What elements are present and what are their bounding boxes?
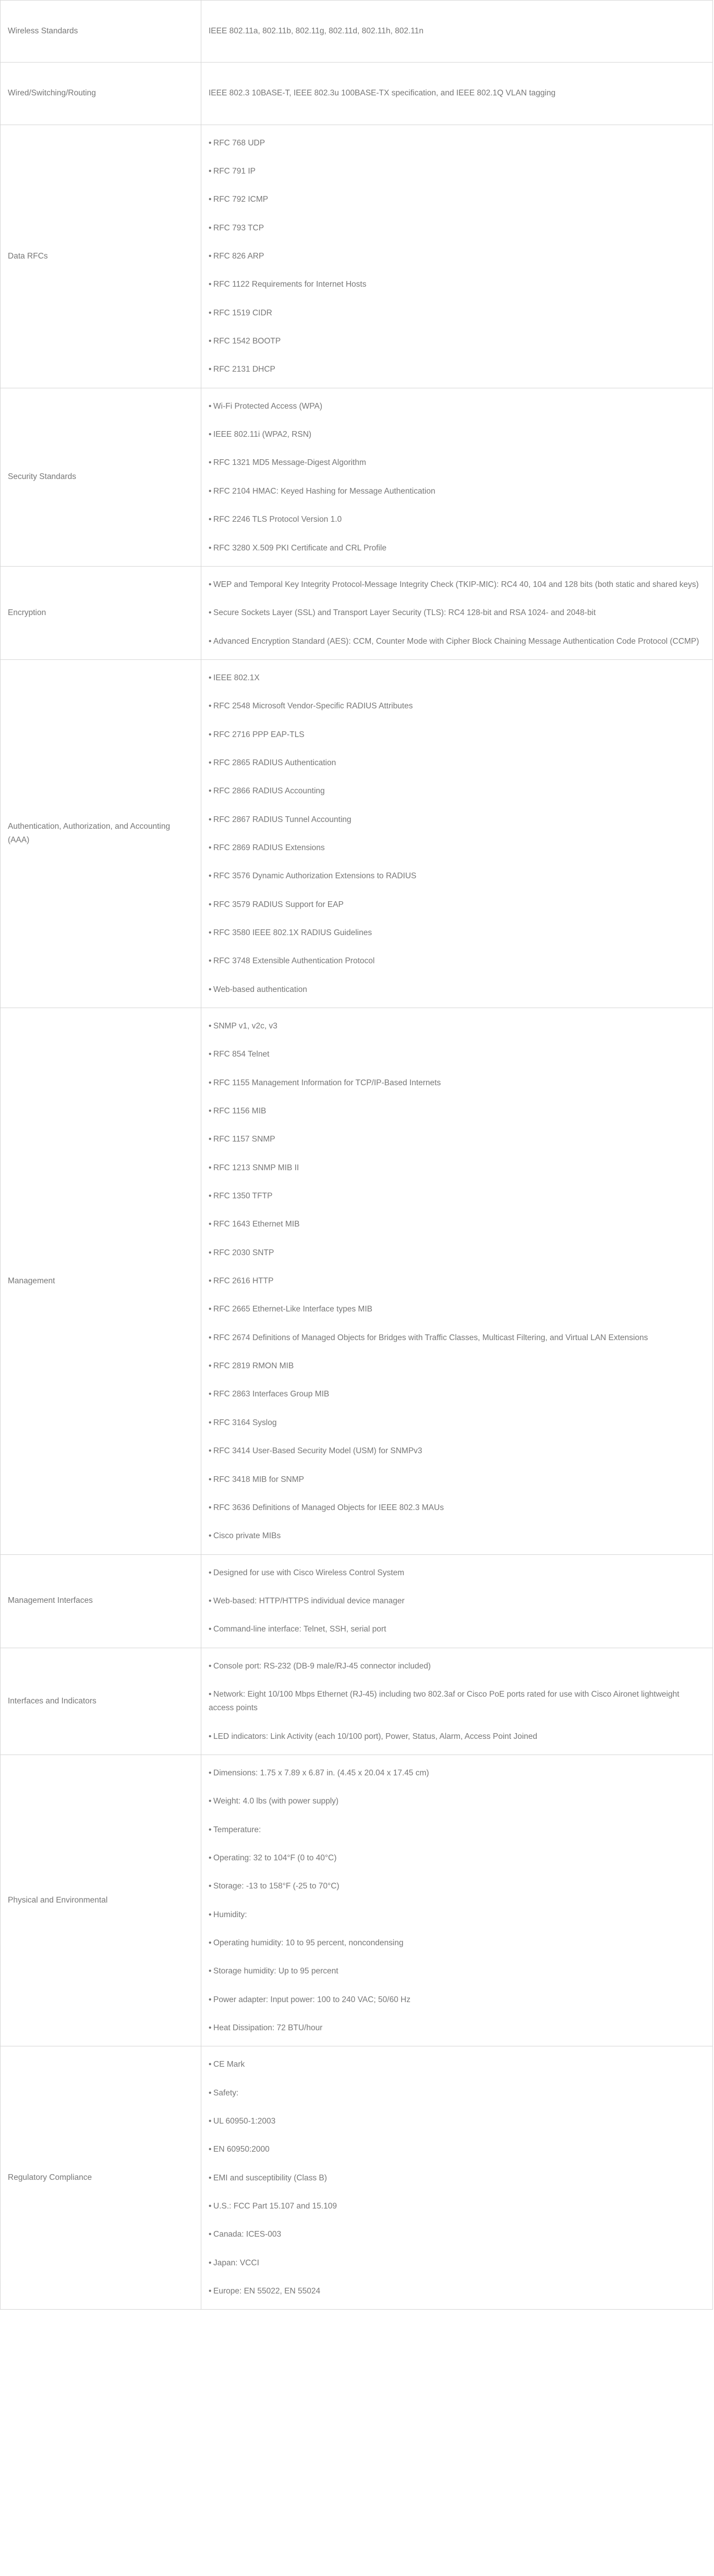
list-item-text: RFC 2665 Ethernet-Like Interface types MIB bbox=[213, 1305, 372, 1314]
list-item-text: Designed for use with Cisco Wireless Control System bbox=[213, 1568, 405, 1577]
list-item-text: Temperature: bbox=[213, 1825, 261, 1834]
list-item bbox=[209, 355, 705, 378]
list-item-text: RFC 3280 X.509 PKI Certificate and CRL Profile bbox=[213, 543, 386, 553]
spec-row-wireless-standards bbox=[1, 1, 713, 63]
list-item-text: RFC 1519 CIDR bbox=[213, 308, 272, 317]
bullet-icon: • bbox=[209, 365, 212, 374]
spec-row-wired-switching-routing bbox=[1, 63, 713, 125]
list-item bbox=[209, 2107, 705, 2136]
spec-row-regulatory-compliance bbox=[1, 2046, 713, 2310]
list-item-text: Web-based authentication bbox=[213, 985, 307, 994]
list-item-text: RFC 2869 RADIUS Extensions bbox=[213, 843, 325, 852]
bullet-icon: • bbox=[209, 1596, 212, 1605]
list-item-text: RFC 1321 MD5 Message-Digest Algorithm bbox=[213, 458, 366, 468]
bullet-icon: • bbox=[209, 1248, 212, 1257]
list-item bbox=[209, 398, 705, 421]
bullet-icon: • bbox=[209, 223, 212, 232]
list-item-text: SNMP v1, v2c, v3 bbox=[213, 1022, 277, 1031]
list-item bbox=[209, 449, 705, 477]
spec-row-physical-and-environmental bbox=[1, 1755, 713, 2046]
bullet-icon: • bbox=[209, 2117, 212, 2126]
bullet-icon: • bbox=[209, 337, 212, 346]
list-item-text: RFC 2716 PPP EAP-TLS bbox=[213, 730, 305, 739]
list-item bbox=[209, 1409, 705, 1437]
list-item-text: U.S.: FCC Part 15.107 and 15.109 bbox=[213, 2202, 337, 2211]
list-item bbox=[209, 242, 705, 271]
bullet-icon: • bbox=[209, 2060, 212, 2069]
list-item-text: RFC 3580 IEEE 802.1X RADIUS Guidelines bbox=[213, 928, 372, 937]
bullet-icon: • bbox=[209, 730, 212, 739]
list-item bbox=[209, 327, 705, 355]
bullet-icon: • bbox=[209, 2088, 212, 2097]
list-item bbox=[209, 534, 705, 557]
bullet-icon: • bbox=[209, 1475, 212, 1484]
bullet-icon: • bbox=[209, 702, 212, 711]
list-item bbox=[209, 1723, 705, 1746]
list-item-text: RFC 3748 Extensible Authentication Protocol bbox=[213, 956, 375, 966]
spec-label: Authentication, Authorization, and Accounting (AAA) bbox=[1, 659, 201, 1008]
list-item bbox=[209, 976, 705, 999]
list-item-text: RFC 2030 SNTP bbox=[213, 1248, 274, 1257]
spec-item-list bbox=[209, 1564, 705, 1639]
list-item-text: RFC 1155 Management Information for TCP/IP-Based Internets bbox=[213, 1078, 441, 1087]
list-item-text: Console port: RS-232 (DB-9 male/RJ-45 connector included) bbox=[213, 1661, 431, 1671]
bullet-icon: • bbox=[209, 1568, 212, 1577]
bullet-icon: • bbox=[209, 608, 212, 618]
list-item bbox=[209, 1787, 705, 1816]
list-item-text: RFC 1350 TFTP bbox=[213, 1192, 273, 1201]
bullet-icon: • bbox=[209, 636, 212, 646]
list-item-text: RFC 1542 BOOTP bbox=[213, 337, 281, 346]
list-item-text: Advanced Encryption Standard (AES): CCM, Counter Mode with Cipher Block Chaining Message Authentication Code Protocol (CCMP) bbox=[213, 636, 699, 646]
spec-label: Security Standards bbox=[1, 388, 201, 566]
list-item bbox=[209, 2249, 705, 2277]
list-item-text: RFC 826 ARP bbox=[213, 252, 264, 261]
list-item-text: WEP and Temporal Key Integrity Protocol-Message Integrity Check (TKIP-MIC): RC4 40, 104 and 128 bits (both static and shared keys) bbox=[213, 580, 699, 589]
spec-row-encryption bbox=[1, 566, 713, 659]
bullet-icon: • bbox=[209, 1050, 212, 1059]
list-item bbox=[209, 1986, 705, 2014]
bullet-icon: • bbox=[209, 1689, 212, 1699]
bullet-icon: • bbox=[209, 1305, 212, 1314]
bullet-icon: • bbox=[209, 843, 212, 852]
list-item bbox=[209, 777, 705, 805]
list-item-text: RFC 3418 MIB for SNMP bbox=[213, 1475, 304, 1484]
list-item bbox=[209, 1957, 705, 1985]
spec-item-list bbox=[209, 2056, 705, 2300]
list-item bbox=[209, 1352, 705, 1380]
bullet-icon: • bbox=[209, 1135, 212, 1144]
list-item bbox=[209, 1872, 705, 1900]
list-item bbox=[209, 2164, 705, 2192]
spec-row-management bbox=[1, 1008, 713, 1555]
list-item-text: RFC 1156 MIB bbox=[213, 1107, 267, 1116]
bullet-icon: • bbox=[209, 928, 212, 937]
list-item-text: Japan: VCCI bbox=[213, 2258, 259, 2267]
list-item bbox=[209, 1522, 705, 1545]
spec-table-body bbox=[1, 1, 713, 2310]
list-item-text: RFC 854 Telnet bbox=[213, 1050, 270, 1059]
list-item-text: RFC 3164 Syslog bbox=[213, 1418, 277, 1427]
list-item-text: Storage: -13 to 158°F (-25 to 70°C) bbox=[213, 1882, 340, 1891]
bullet-icon: • bbox=[209, 2145, 212, 2154]
spec-label: Physical and Environmental bbox=[1, 1755, 201, 2046]
spec-item-list bbox=[209, 1017, 705, 1545]
bullet-icon: • bbox=[209, 2287, 212, 2296]
list-item-text: RFC 1213 SNMP MIB II bbox=[213, 1163, 299, 1172]
list-item-text: Operating: 32 to 104°F (0 to 40°C) bbox=[213, 1853, 337, 1862]
spec-row-security-standards bbox=[1, 388, 713, 566]
bullet-icon: • bbox=[209, 956, 212, 966]
list-item bbox=[209, 477, 705, 506]
bullet-icon: • bbox=[209, 1825, 212, 1834]
bullet-icon: • bbox=[209, 1163, 212, 1172]
spec-value bbox=[201, 1554, 713, 1648]
list-item-text: RFC 2104 HMAC: Keyed Hashing for Message Authentication bbox=[213, 486, 435, 496]
bullet-icon: • bbox=[209, 2023, 212, 2033]
list-item bbox=[209, 2136, 705, 2164]
spec-label: Regulatory Compliance bbox=[1, 2046, 201, 2310]
list-item-text: Operating humidity: 10 to 95 percent, noncondensing bbox=[213, 1939, 404, 1947]
list-item bbox=[209, 834, 705, 862]
list-item-text: Network: Eight 10/100 Mbps Ethernet (RJ-45) including two 802.3af or Cisco PoE ports rated for use with Cisco Aironet lightweight access points bbox=[209, 1689, 680, 1713]
list-item bbox=[209, 806, 705, 834]
spec-value bbox=[201, 2046, 713, 2310]
bullet-icon: • bbox=[209, 543, 212, 553]
list-item-text: CE Mark bbox=[213, 2060, 245, 2069]
list-item-text: IEEE 802.11i (WPA2, RSN) bbox=[213, 430, 312, 439]
list-item-text: IEEE 802.1X bbox=[213, 673, 260, 682]
list-item-text: Safety: bbox=[213, 2088, 239, 2097]
bullet-icon: • bbox=[209, 252, 212, 261]
bullet-icon: • bbox=[209, 900, 212, 909]
list-item bbox=[209, 1466, 705, 1494]
bullet-icon: • bbox=[209, 138, 212, 148]
list-item bbox=[209, 506, 705, 534]
bullet-icon: • bbox=[209, 673, 212, 682]
list-item bbox=[209, 947, 705, 975]
bullet-icon: • bbox=[209, 758, 212, 767]
list-item-text: Weight: 4.0 lbs (with power supply) bbox=[213, 1797, 339, 1806]
spec-value: IEEE 802.11a, 802.11b, 802.11g, 802.11d, 802.11h, 802.11n bbox=[201, 1, 713, 63]
list-item-text: RFC 768 UDP bbox=[213, 138, 265, 148]
list-item-text: RFC 2863 Interfaces Group MIB bbox=[213, 1390, 330, 1399]
bullet-icon: • bbox=[209, 2258, 212, 2267]
list-item bbox=[209, 1587, 705, 1615]
list-item bbox=[209, 1680, 705, 1723]
list-item bbox=[209, 1239, 705, 1267]
list-item-text: RFC 3576 Dynamic Authorization Extensions to RADIUS bbox=[213, 872, 417, 881]
bullet-icon: • bbox=[209, 1939, 212, 1947]
list-item-text: RFC 1122 Requirements for Internet Hosts bbox=[213, 280, 367, 289]
bullet-icon: • bbox=[209, 308, 212, 317]
list-item-text: Europe: EN 55022, EN 55024 bbox=[213, 2287, 321, 2296]
bullet-icon: • bbox=[209, 2202, 212, 2211]
bullet-icon: • bbox=[209, 2173, 212, 2182]
bullet-icon: • bbox=[209, 1277, 212, 1286]
spec-item-list bbox=[209, 398, 705, 557]
list-item bbox=[209, 1929, 705, 1957]
spec-item-list bbox=[209, 576, 705, 651]
spec-item-list bbox=[209, 134, 705, 379]
list-item-text: RFC 2867 RADIUS Tunnel Accounting bbox=[213, 815, 352, 824]
list-item-text: RFC 2131 DHCP bbox=[213, 365, 275, 374]
list-item bbox=[209, 2221, 705, 2249]
bullet-icon: • bbox=[209, 1192, 212, 1201]
list-item-text: Storage humidity: Up to 95 percent bbox=[213, 1967, 338, 1976]
spec-label: Management Interfaces bbox=[1, 1554, 201, 1648]
bullet-icon: • bbox=[209, 815, 212, 824]
bullet-icon: • bbox=[209, 1853, 212, 1862]
list-item-text: LED indicators: Link Activity (each 10/100 port), Power, Status, Alarm, Access Point Joined bbox=[213, 1732, 538, 1741]
bullet-icon: • bbox=[209, 1732, 212, 1741]
list-item bbox=[209, 421, 705, 449]
bullet-icon: • bbox=[209, 280, 212, 289]
list-item-text: RFC 2548 Microsoft Vendor-Specific RADIUS Attributes bbox=[213, 702, 413, 711]
list-item-text: EN 60950:2000 bbox=[213, 2145, 270, 2154]
list-item-text: Humidity: bbox=[213, 1910, 247, 1919]
spec-value bbox=[201, 659, 713, 1008]
bullet-icon: • bbox=[209, 1418, 212, 1427]
list-item-text: Canada: ICES-003 bbox=[213, 2230, 282, 2239]
spec-label: Encryption bbox=[1, 566, 201, 659]
spec-value bbox=[201, 566, 713, 659]
list-item bbox=[209, 2079, 705, 2107]
list-item-text: UL 60950-1:2003 bbox=[213, 2117, 276, 2126]
list-item bbox=[209, 1658, 705, 1680]
bullet-icon: • bbox=[209, 1503, 212, 1512]
list-item-text: RFC 2616 HTTP bbox=[213, 1277, 274, 1286]
spec-value bbox=[201, 1755, 713, 2046]
spec-row-authentication-authorization-and-accounting-aaa bbox=[1, 659, 713, 1008]
spec-value bbox=[201, 388, 713, 566]
spec-label: Wireless Standards bbox=[1, 1, 201, 63]
bullet-icon: • bbox=[209, 580, 212, 589]
bullet-icon: • bbox=[209, 1078, 212, 1087]
spec-value bbox=[201, 1648, 713, 1755]
list-item bbox=[209, 891, 705, 919]
spec-row-data-rfcs bbox=[1, 125, 713, 388]
list-item bbox=[209, 214, 705, 242]
spec-value bbox=[201, 1008, 713, 1555]
list-item bbox=[209, 271, 705, 299]
bullet-icon: • bbox=[209, 787, 212, 796]
bullet-icon: • bbox=[209, 515, 212, 524]
bullet-icon: • bbox=[209, 1531, 212, 1541]
list-item bbox=[209, 1069, 705, 1097]
list-item bbox=[209, 692, 705, 720]
bullet-icon: • bbox=[209, 1797, 212, 1806]
spec-value bbox=[201, 125, 713, 388]
list-item-text: RFC 1157 SNMP bbox=[213, 1135, 275, 1144]
bullet-icon: • bbox=[209, 401, 212, 411]
list-item bbox=[209, 1324, 705, 1352]
spec-label: Data RFCs bbox=[1, 125, 201, 388]
list-item-text: Web-based: HTTP/HTTPS individual device manager bbox=[213, 1596, 405, 1605]
list-item-text: Wi-Fi Protected Access (WPA) bbox=[213, 401, 322, 411]
list-item bbox=[209, 669, 705, 692]
bullet-icon: • bbox=[209, 1661, 212, 1671]
bullet-icon: • bbox=[209, 486, 212, 496]
list-item bbox=[209, 2056, 705, 2079]
list-item-text: RFC 793 TCP bbox=[213, 223, 264, 232]
list-item-text: Secure Sockets Layer (SSL) and Transport Layer Security (TLS): RC4 128-bit and RSA 1024- and 2048-bit bbox=[213, 608, 596, 618]
bullet-icon: • bbox=[209, 1220, 212, 1229]
list-item bbox=[209, 1182, 705, 1210]
bullet-icon: • bbox=[209, 1107, 212, 1116]
bullet-icon: • bbox=[209, 1967, 212, 1976]
list-item bbox=[209, 1437, 705, 1465]
list-item bbox=[209, 1097, 705, 1125]
list-item-text: Cisco private MIBs bbox=[213, 1531, 281, 1541]
list-item bbox=[209, 1844, 705, 1872]
list-item bbox=[209, 1564, 705, 1587]
list-item-text: Power adapter: Input power: 100 to 240 VAC; 50/60 Hz bbox=[213, 1995, 410, 2004]
list-item bbox=[209, 186, 705, 214]
list-item-text: RFC 791 IP bbox=[213, 167, 256, 176]
list-item bbox=[209, 749, 705, 777]
list-item-text: RFC 3636 Definitions of Managed Objects for IEEE 802.3 MAUs bbox=[213, 1503, 444, 1512]
list-item bbox=[209, 1154, 705, 1182]
bullet-icon: • bbox=[209, 2230, 212, 2239]
spec-row-interfaces-and-indicators bbox=[1, 1648, 713, 1755]
list-item bbox=[209, 919, 705, 947]
list-item-text: Heat Dissipation: 72 BTU/hour bbox=[213, 2023, 323, 2033]
list-item-text: RFC 2246 TLS Protocol Version 1.0 bbox=[213, 515, 342, 524]
bullet-icon: • bbox=[209, 1625, 212, 1634]
list-item bbox=[209, 628, 705, 651]
list-item bbox=[209, 1017, 705, 1040]
spec-value: IEEE 802.3 10BASE-T, IEEE 802.3u 100BASE-TX specification, and IEEE 802.1Q VLAN tagging bbox=[201, 63, 713, 125]
list-item-text: RFC 3579 RADIUS Support for EAP bbox=[213, 900, 344, 909]
list-item bbox=[209, 1040, 705, 1069]
list-item-text: RFC 2819 RMON MIB bbox=[213, 1361, 294, 1371]
list-item bbox=[209, 1816, 705, 1844]
list-item bbox=[209, 576, 705, 599]
list-item-text: RFC 3414 User-Based Security Model (USM) for SNMPv3 bbox=[213, 1446, 422, 1456]
list-item bbox=[209, 1494, 705, 1522]
list-item bbox=[209, 721, 705, 749]
bullet-icon: • bbox=[209, 1333, 212, 1342]
spec-row-management-interfaces bbox=[1, 1554, 713, 1648]
list-item bbox=[209, 862, 705, 890]
spec-item-list bbox=[209, 669, 705, 999]
list-item bbox=[209, 299, 705, 327]
bullet-icon: • bbox=[209, 872, 212, 881]
list-item bbox=[209, 134, 705, 157]
bullet-icon: • bbox=[209, 1446, 212, 1456]
list-item bbox=[209, 2277, 705, 2300]
bullet-icon: • bbox=[209, 167, 212, 176]
spec-item-list bbox=[209, 1764, 705, 2037]
list-item bbox=[209, 1210, 705, 1238]
spec-label: Management bbox=[1, 1008, 201, 1555]
list-item bbox=[209, 1380, 705, 1408]
bullet-icon: • bbox=[209, 1995, 212, 2004]
list-item bbox=[209, 599, 705, 627]
bullet-icon: • bbox=[209, 195, 212, 204]
bullet-icon: • bbox=[209, 985, 212, 994]
bullet-icon: • bbox=[209, 1768, 212, 1777]
spec-label: Interfaces and Indicators bbox=[1, 1648, 201, 1755]
spec-item-list bbox=[209, 1658, 705, 1746]
list-item-text: RFC 2674 Definitions of Managed Objects for Bridges with Traffic Classes, Multicast Filtering, and Virtual LAN Extensions bbox=[213, 1333, 648, 1342]
list-item-text: Command-line interface: Telnet, SSH, serial port bbox=[213, 1625, 386, 1634]
bullet-icon: • bbox=[209, 1910, 212, 1919]
list-item bbox=[209, 1295, 705, 1323]
bullet-icon: • bbox=[209, 1390, 212, 1399]
list-item bbox=[209, 1267, 705, 1295]
bullet-icon: • bbox=[209, 458, 212, 468]
list-item-text: RFC 2866 RADIUS Accounting bbox=[213, 787, 325, 796]
list-item-text: RFC 1643 Ethernet MIB bbox=[213, 1220, 300, 1229]
list-item bbox=[209, 2192, 705, 2221]
list-item bbox=[209, 1125, 705, 1154]
bullet-icon: • bbox=[209, 1361, 212, 1371]
list-item bbox=[209, 1615, 705, 1638]
list-item bbox=[209, 1764, 705, 1787]
list-item-text: RFC 792 ICMP bbox=[213, 195, 269, 204]
list-item bbox=[209, 1901, 705, 1929]
list-item-text: RFC 2865 RADIUS Authentication bbox=[213, 758, 336, 767]
spec-label: Wired/Switching/Routing bbox=[1, 63, 201, 125]
bullet-icon: • bbox=[209, 1022, 212, 1031]
list-item-text: EMI and susceptibility (Class B) bbox=[213, 2173, 327, 2182]
bullet-icon: • bbox=[209, 1882, 212, 1891]
list-item bbox=[209, 157, 705, 186]
bullet-icon: • bbox=[209, 430, 212, 439]
list-item-text: Dimensions: 1.75 x 7.89 x 6.87 in. (4.45 x 20.04 x 17.45 cm) bbox=[213, 1768, 429, 1777]
list-item bbox=[209, 2014, 705, 2037]
